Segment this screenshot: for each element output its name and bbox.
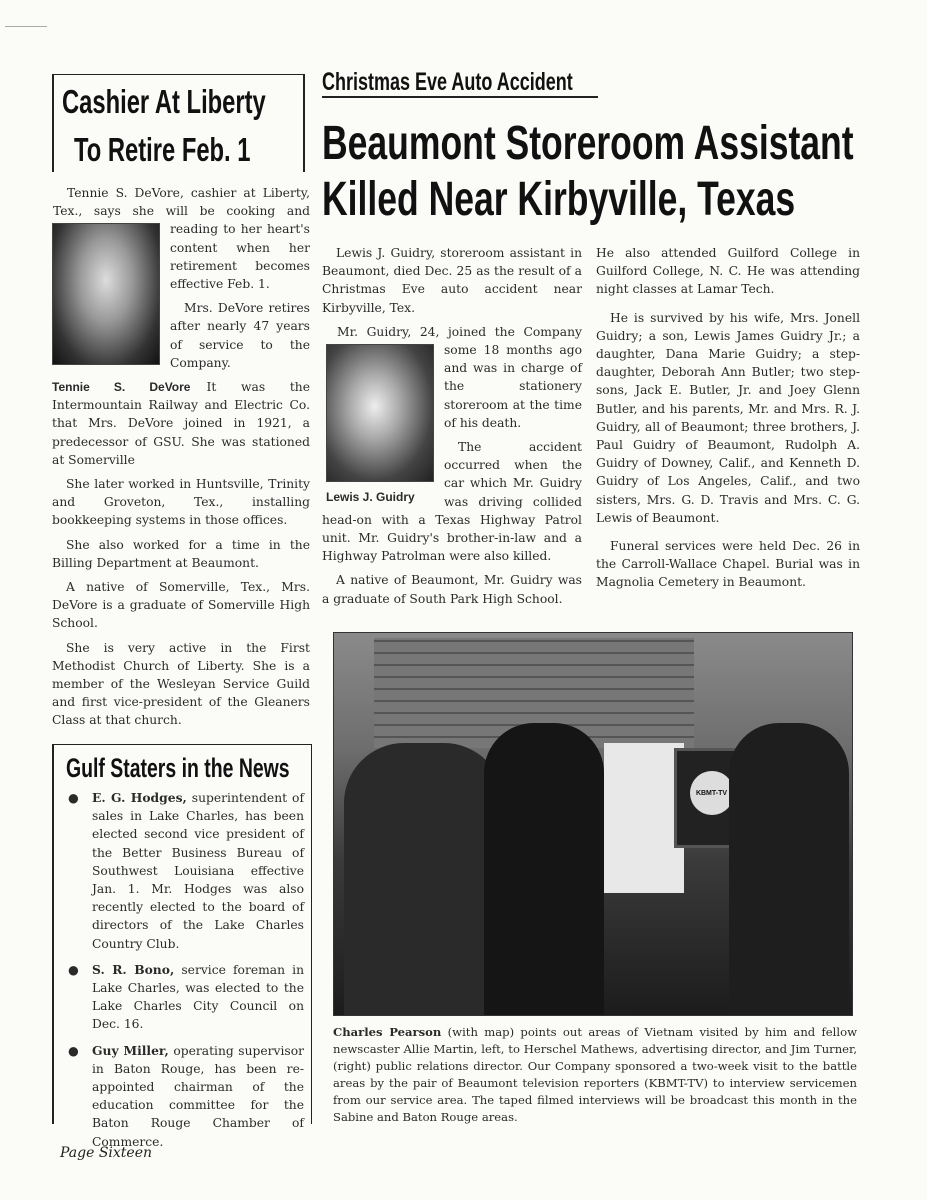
wrap-spacer	[322, 323, 323, 344]
bullet-icon: ●	[68, 791, 79, 805]
paragraph: She also worked for a time in the Billing Department at Beaumont.	[52, 537, 310, 570]
news-item	[64, 789, 304, 953]
paragraph: Funeral services were held Dec. 26 in the Carroll-Wallace Chapel. Burial was in Magnolia Cemetery in Beaumont.	[596, 539, 860, 590]
bullet-icon: ●	[68, 962, 79, 977]
kicker: Christmas Eve Auto Accident	[322, 68, 573, 96]
news-item	[64, 961, 304, 1034]
paragraph: She is very active in the First Methodist Church of Liberty. She is a member of the Wesleyan Service Guild and first vice-president of the Gleaners Class at that church.	[52, 640, 310, 728]
top-rule	[5, 26, 47, 27]
news-item-name: E. G. Hodges,	[92, 790, 187, 805]
paragraph: He also attended Guilford College in Guilford College, N. C. He was attending night classes at Lamar Tech.	[596, 246, 860, 297]
bullet-icon: ●	[68, 1043, 79, 1058]
news-item-text: service foreman in Lake Charles, was elected to the Lake Charles City Council on Dec. 16.	[92, 962, 304, 1032]
paragraph: Lewis J. Guidry, storeroom assistant in Beaumont, died Dec. 25 as the result of a Christmas Eve auto accident near Kirbyville, Tex.	[322, 246, 582, 315]
guidry-photo	[326, 344, 434, 482]
paragraph: Mr. Guidry, 24, joined the Company some 18 months ago and was in charge of the stationery storeroom at the time of his death.	[337, 324, 582, 430]
paragraph: A native of Beaumont, Mr. Guidry was a graduate of South Park High School.	[322, 573, 582, 606]
news-item	[64, 1042, 304, 1151]
news-item-text: superintendent of sales in Lake Charles, has been elected second vice president of the Better Business Bureau of Southwest Louisiana effective Jan. 1. Mr. Hodges was also recently elected to the board of directors of the Lake Charles Country Club.	[92, 791, 305, 951]
guidry-photo-wrap	[326, 344, 434, 506]
main-headline-line2: Killed Near Kirbyville, Texas	[322, 173, 796, 226]
left-article	[52, 184, 310, 736]
news-item-text: operating supervisor in Baton Rouge, has been re-appointed chairman of the education committee for the Baton Rouge Chamber of Commerce.	[92, 1043, 304, 1149]
paragraph: Mrs. DeVore retires after nearly 47 years of service to the Company.	[170, 301, 310, 370]
person-center	[484, 723, 604, 1016]
paragraph: Tennie S. DeVore, cashier at Liberty, Tex., says she will be cooking and reading to her heart's content when her retirement becomes effective Feb. 1.	[53, 186, 310, 292]
devore-photo-caption: Tennie S. DeVore	[52, 380, 191, 395]
gulf-staters-title: Gulf Staters in the News	[66, 753, 290, 783]
devore-photo-wrap	[52, 223, 160, 365]
page-number: Page Sixteen	[60, 1145, 153, 1161]
left-headline-line2: To Retire Feb. 1	[74, 131, 251, 168]
kbmt-logo: KBMT-TV	[690, 771, 734, 815]
main-article-col2	[596, 244, 860, 598]
devore-photo	[52, 223, 160, 365]
news-item-name: S. R. Bono,	[92, 961, 175, 977]
paragraph: He is survived by his wife, Mrs. Jonell Guidry; a son, Lewis James Guidry Jr.; a daughter, Dana Marie Guidry; a step-daughter, Deborah Ann Butler; two step-sons, Jack E. Butler, Jr. and Joey Glenn Butler, and his parents, Mr. and Mrs. R. J. Guidry, all of Beaumont; three brothers, J. Paul Guidry of Beaumont, Rudolph A. Guidry of Downey, Calif., and Kenneth D. Guidry of Los Angeles, Calif., and two sisters, Mrs. G. D. Travis and Mrs. C. G. Lewis of Beaumont.	[596, 310, 860, 525]
caption-name: Charles Pearson	[333, 1025, 442, 1039]
paragraph-text: It was the Intermountain Railway and Electric Co. that Mrs. DeVore joined in 1921, a predecessor of GSU. She was stationed at Somerville	[52, 380, 310, 467]
paragraph: The accident occurred when the car which Mr. Guidry was driving collided head-on with a Texas Highway Patrol unit. Mr. Guidry's brother-in-law and a Highway Patrolman were also killed.	[322, 440, 582, 564]
person-left	[344, 743, 504, 1016]
person-right	[729, 723, 849, 1016]
main-article-col1	[322, 244, 582, 614]
paragraph: She later worked in Huntsville, Trinity and Groveton, Tex., installing bookkeeping systems in those offices.	[52, 477, 310, 528]
paragraph: A native of Somerville, Tex., Mrs. DeVore is a graduate of Somerville High School.	[52, 580, 310, 631]
kicker-wrap	[322, 68, 598, 98]
map-sheet	[604, 743, 684, 893]
kbmt-photo	[333, 632, 853, 1016]
left-headline-box	[52, 74, 305, 172]
gulf-staters-box	[52, 744, 312, 1149]
main-headline-line1: Beaumont Storeroom Assistant	[322, 117, 854, 170]
left-headline-line1: Cashier At Liberty	[62, 83, 266, 120]
paragraph	[52, 378, 310, 469]
kbmt-photo-caption	[333, 1024, 857, 1126]
guidry-photo-caption: Lewis J. Guidry	[326, 489, 415, 504]
caption-text: (with map) points out areas of Vietnam visited by him and fellow newscaster Allie Martin, left, to Herschel Mathews, advertising director, and Jim Turner, (right) public relations director. Our Company sponsored a two-week visit to the battle areas by the pair of Beaumont television reporters (KBMT-TV) to interview servicemen from our service area. The taped filmed interviews will be broadcast this month in the Sabine and Baton Rouge areas.	[333, 1025, 857, 1124]
news-item-name: Guy Miller,	[92, 1042, 169, 1058]
